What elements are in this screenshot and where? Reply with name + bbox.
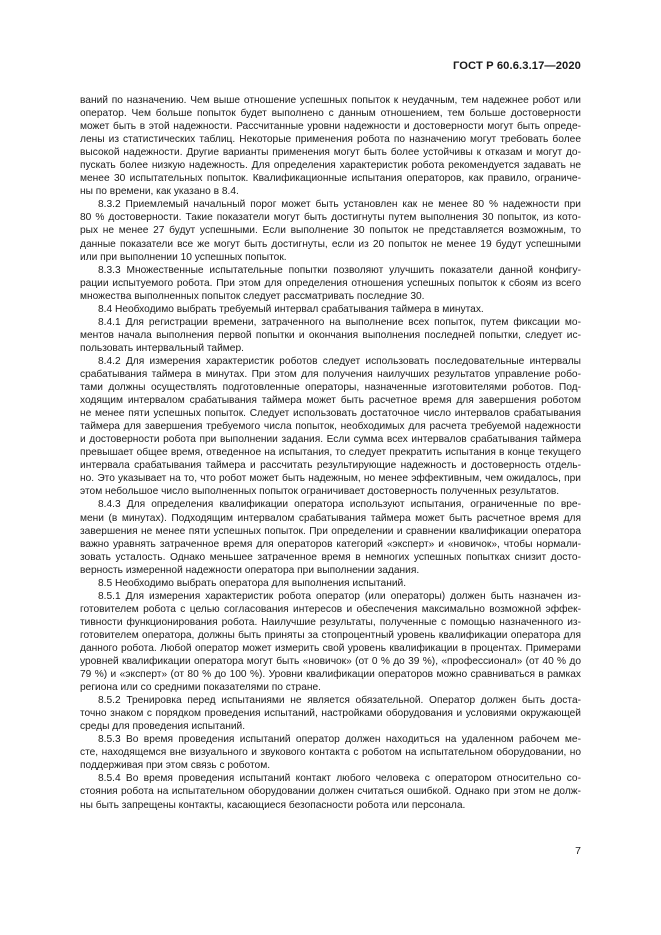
text-line: стояния робота на испытательном оборудовании должен считаться ошибкой. Однако при этом не долж- [80,786,581,798]
text-line: ваний по назначению. Чем выше отношение успешных попыток к неудачным, тем надежнее робот или [80,95,581,106]
text-line: тами должны осуществлять подготовленные операторы, назначенные изготовителями роботов. Под- [80,382,581,394]
text-line: сте, находящемся вне визуального и звукового контакта с роботом на испытательном оборудовании, но [80,747,581,759]
text-line: 8.5.2 Тренировка перед испытаниями не является обязательной. Оператор должен быть доста- [98,695,581,707]
text-line: 8.5.3 Во время проведения испытаний оператор должен находиться на удаленном рабочем ме- [98,734,581,746]
text-line: региона или со средними показателями по стране. [80,682,321,694]
text-line: верность измеренной надежности оператора при выполнении задания. [80,564,420,576]
text-line: данные показатели все же могут быть достигнуты, если из 20 попыток не менее 19 будут успешными [80,238,581,250]
text-line: но. Это указывает на то, что робот может быть надежным, но менее эффективным, чем ожидалось, при [80,473,581,485]
text-line: или при выполнении 10 успешных попыток. [80,251,287,263]
text-line: 8.4 Необходимо выбрать требуемый интервал срабатывания таймера в минутах. [98,303,484,315]
document-header: ГОСТ Р 60.6.3.17—2020 [452,60,581,72]
text-line: поддерживая при этом связь с роботом. [80,760,271,772]
text-line: 8.4.1 Для регистрации времени, затраченного на выполнение всех попыток, путем фиксации мо- [98,316,581,328]
text-line: ны быть запрещены контакты, касающиеся безопасности робота или персонала. [80,799,466,811]
text-line: множества выполненных попыток следует рассматривать последние 30. [80,290,425,302]
text-line: 8.5.1 Для измерения характеристик робота оператор (или операторы) должен быть назначен из- [98,590,581,602]
text-line: тивности функционирования робота. Наилучшие результаты, полученные с помощью назначенного из- [80,616,581,628]
text-line: уровней квалификации оператора могут быть «новичок» (от 0 % до 39 %), «профессионал» (от 40 % до [80,656,581,668]
text-line: готовителем оператора, должны быть приняты за стопроцентный уровень квалификации оператора для [80,629,581,641]
text-line: пускать более низкую надежность. Для определения характеристик робота рекомендуется задавать не [80,160,581,172]
text-line: интервала срабатывания таймера и рассчитать результирующие надежность и достоверность отдель- [80,460,581,472]
text-line: лены из статистических таблиц. Некоторые применения робота по назначению могут требовать более [80,134,581,146]
text-line: 8.5.4 Во время проведения испытаний контакт любого человека с оператором относительно со- [98,773,581,785]
text-line: 79 %) и «эксперт» (от 80 % до 100 %). Уровни квалификации операторов можно сравниваться в рамках [80,669,581,681]
text-line: 8.4.2 Для измерения характеристик роботов следует использовать последовательные интервалы [98,355,581,367]
text-line: менее 30 испытательных попыток. Квалификационные испытания операторов, как правило, ограниче- [80,173,581,185]
text-line: готовителем робота с целью согласования интересов и обеспечения максимально возможной эффек- [80,603,581,615]
text-line: важно уравнять затраченное время для операторов категорий «эксперт» и «новичок», чтобы нормали- [80,538,581,550]
text-line: и достоверности робота при выполнении задания. Если сумма всех интервалов срабатывания таймера [80,434,581,446]
text-line: рых не менее 27 будут успешными. Если выполнение 30 попыток не представляется возможным, то [80,225,581,237]
text-line: ны по времени, как указано в 8.4. [80,186,239,198]
text-line: высокой надежности. Другие варианты применения могут быть более устойчивы к отказам и могут до- [80,147,581,159]
text-line: превышает общее время, отведенное на испытания, то следует прекратить испытания в конце текущего [80,447,581,459]
text-line: таймера для завершения требуемого числа попыток, необходимых для расчета требуемой надежности [80,421,581,433]
text-line: может быть в этой надежности. Рассчитанные уровни надежности и достоверности могут быть опреде- [80,121,581,133]
text-line: 8.5 Необходимо выбрать оператора для выполнения испытаний. [98,577,407,589]
text-line: среды для проведения испытаний. [80,721,246,733]
text-line: оператор. Чем больше попыток будет выполнено с данным отношением, тем больше достоверности [80,108,581,120]
text-line: точно знаком с порядком проведения испытаний, настройками оборудования и условиями окружающей [80,708,581,720]
text-line: 8.3.2 Приемлемый начальный порог может быть установлен как не менее 80 % надежности при [98,199,581,211]
text-line: срабатывания таймера в минутах. При этом для получения наилучших результатов управление робо- [80,368,581,380]
page-number: 7 [575,845,581,857]
text-line: 80 % достоверности. Такие показатели могут быть достигнуты путем выполнения 30 попыток, из кото- [80,212,581,224]
text-line: не менее пяти успешных попыток. Следует использовать достаточное число интервалов срабатывания [80,408,581,420]
text-line: этом небольшое число выполненных попыток ограничивает достоверность полученных результатов. [80,486,560,498]
text-line: зовать усталость. Однако меньшее затраченное время в немногих успешных попытках снизит досто- [80,551,581,563]
text-line: пользовать интервальный таймер. [80,342,244,354]
text-line: 8.4.3 Для определения квалификации оператора используют испытания, ограниченные по вре- [98,499,581,511]
text-line: данного робота. Любой оператор может измерить свой уровень квалификации в процентах. Примерами [80,642,581,654]
body-text [80,94,581,812]
text-line: ходящим интервалом срабатывания таймера может быть расчетное время для завершения роботом [80,395,581,407]
text-line: мени (в минутах). Подходящим интервалом срабатывания таймера может быть расчетное время для [80,512,581,524]
text-line: завершения не менее пяти успешных попыток. При определении и сравнении квалификации оператора [80,525,581,537]
text-line: рации испытуемого робота. При этом для определения отношения успешных попыток к сбоям из всего [80,277,581,289]
text-line: ментов начала выполнения первой попытки и окончания выполнения последней попытки, следует ис- [80,329,581,341]
text-line: 8.3.3 Множественные испытательные попытки позволяют улучшить показатели данной конфигу- [98,264,581,276]
